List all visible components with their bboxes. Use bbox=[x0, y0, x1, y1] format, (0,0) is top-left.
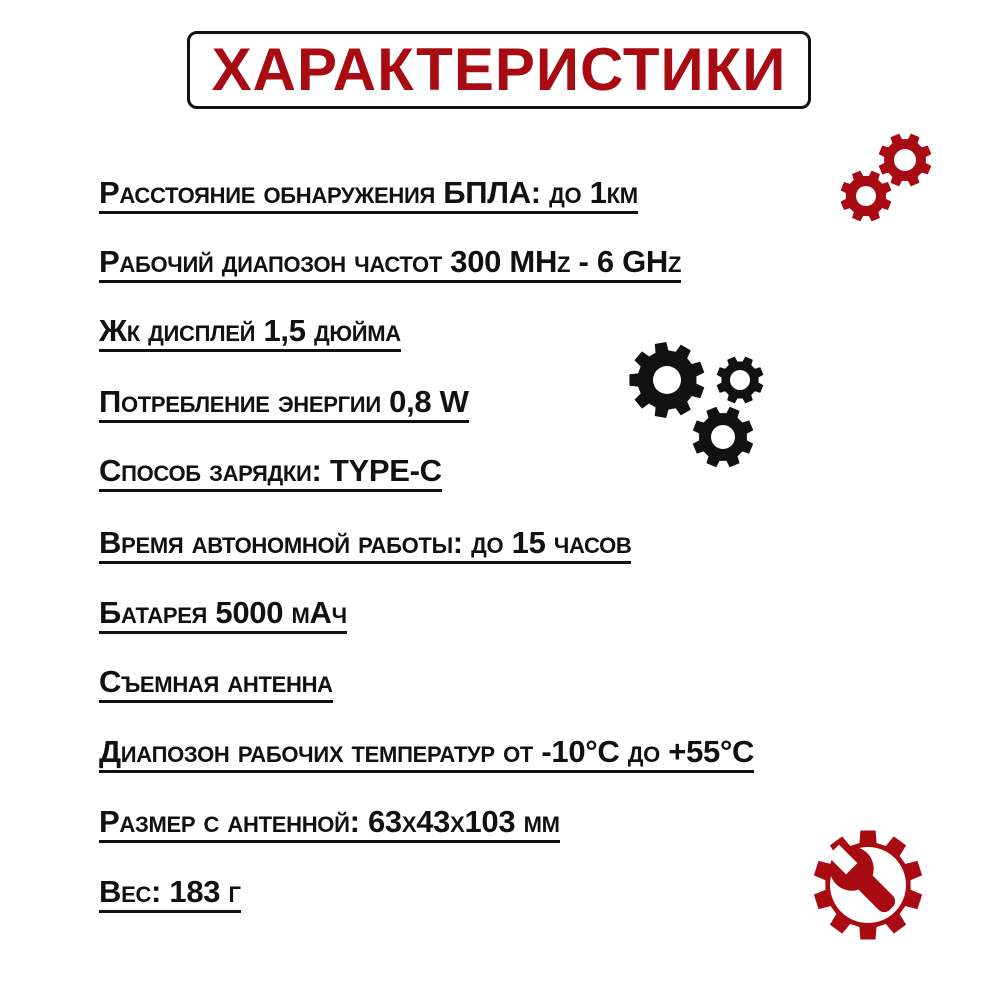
black-gear-top-right bbox=[709, 349, 771, 411]
page-title: ХАРАКТЕРИСТИКИ bbox=[211, 36, 787, 103]
black-gear-bottom bbox=[683, 397, 763, 477]
spec-item: Батарея 5000 мАч bbox=[99, 597, 347, 634]
spec-item: Потребление энергии 0,8 W bbox=[99, 386, 469, 423]
black-gear-large bbox=[619, 332, 715, 429]
spec-item: Диапозон рабочих температур от -10°C до +55°C bbox=[99, 736, 754, 773]
spec-item: Вес: 183 г bbox=[99, 876, 241, 913]
title-banner bbox=[187, 31, 811, 109]
spec-item: Съемная антенна bbox=[99, 666, 333, 703]
red-gears-icon bbox=[820, 122, 950, 237]
spec-item: Время автономной работы: до 15 часов bbox=[99, 527, 631, 564]
black-gears-icon bbox=[615, 330, 780, 480]
spec-item: Жк дисплей 1,5 дюйма bbox=[99, 315, 401, 352]
spec-item: Размер с антенной: 63x43x103 мм bbox=[99, 806, 560, 843]
wrench-gear-icon bbox=[805, 820, 935, 950]
spec-item: Расстояние обнаружения БПЛА: до 1км bbox=[99, 177, 638, 214]
spec-item: Способ зарядки: TYPE-C bbox=[99, 455, 442, 492]
spec-item: Рабочий диапозон частот 300 MHz - 6 GHz bbox=[99, 246, 681, 283]
